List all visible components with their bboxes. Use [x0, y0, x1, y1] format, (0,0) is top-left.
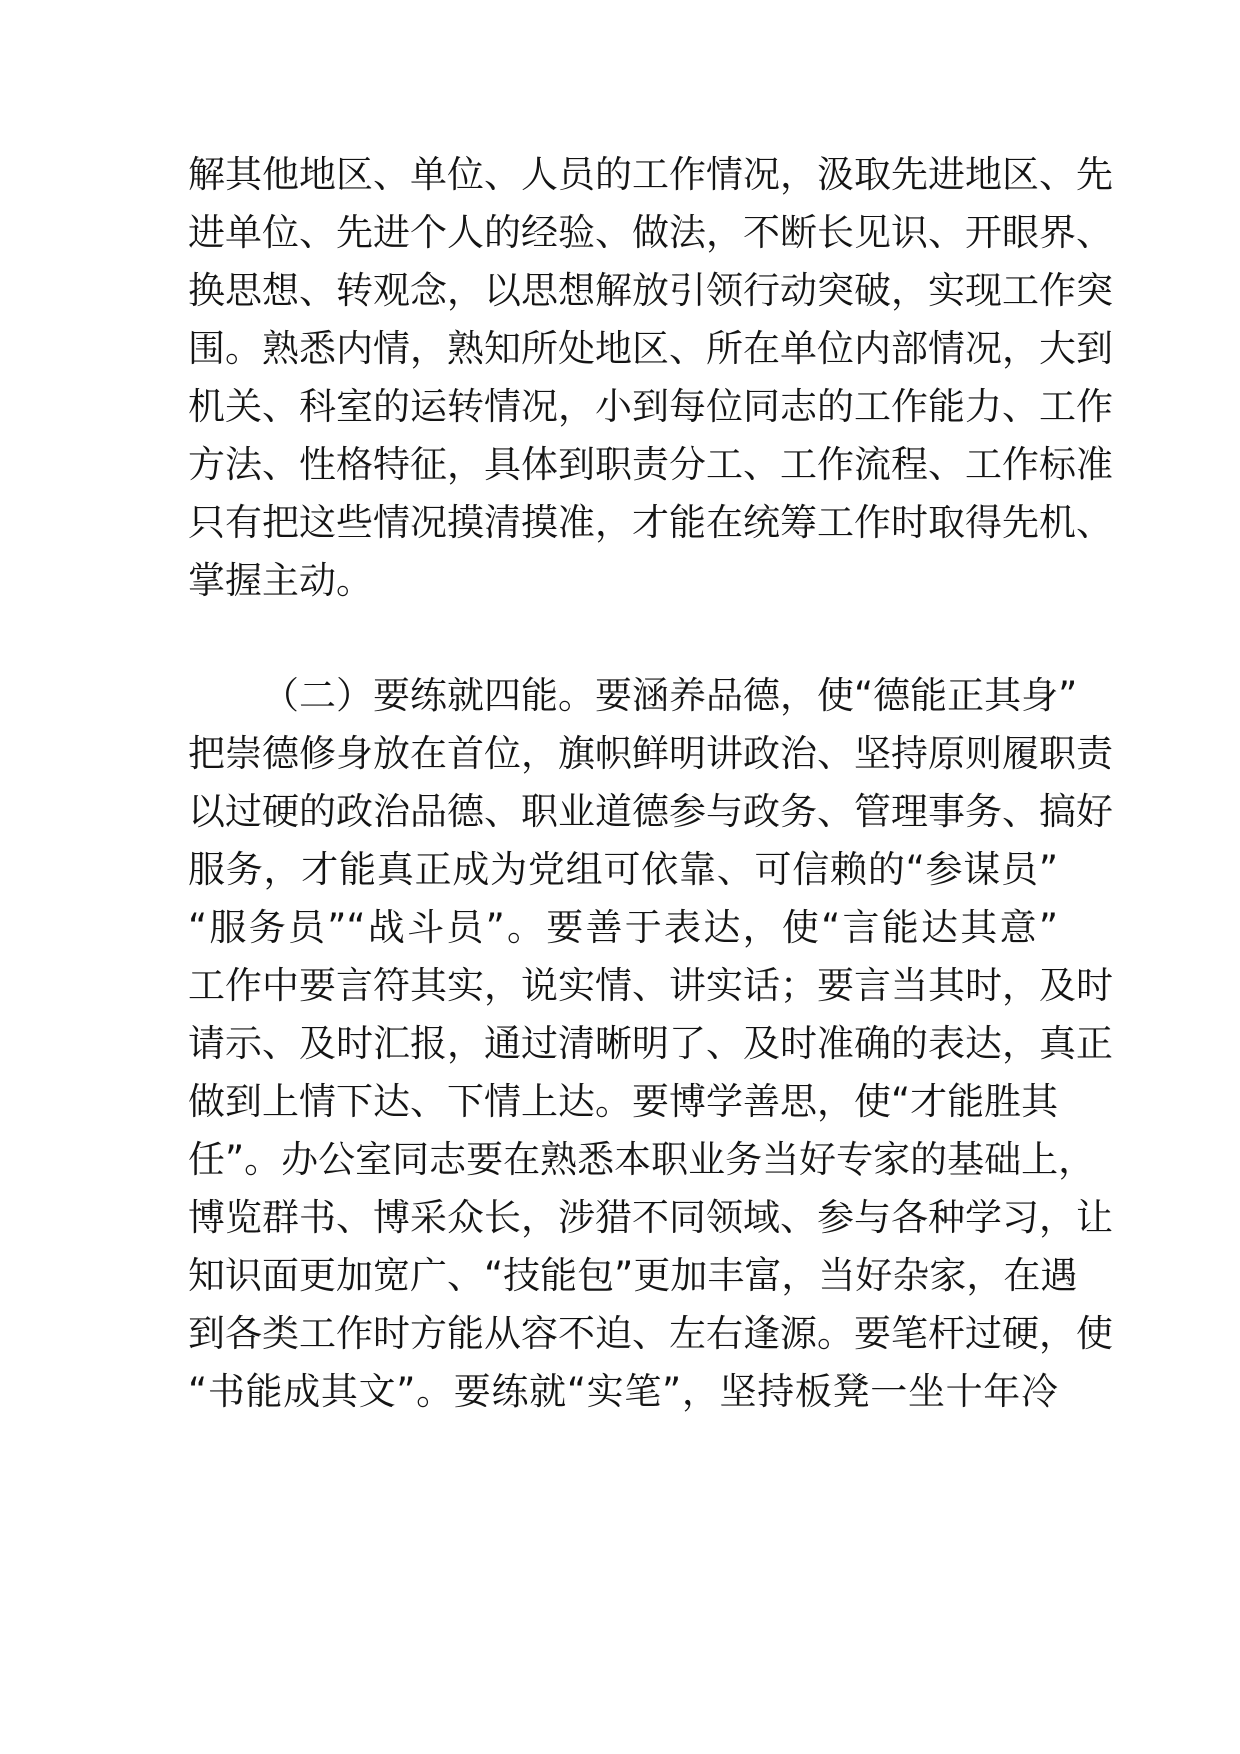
paragraph-line: 进单位、先进个人的经验、做法，不断长见识、开眼界、	[188, 211, 1113, 254]
paragraph-line: 把崇德修身放在首位，旗帜鲜明讲政治、坚持原则履职责	[188, 732, 1113, 775]
paragraph-line: 以过硬的政治品德、职业道德参与政务、管理事务、搞好	[188, 790, 1113, 833]
paragraph-line: 掌握主动。	[188, 559, 373, 602]
paragraph-line: 工作中要言符其实，说实情、讲实话；要言当其时，及时	[188, 964, 1113, 1007]
paragraph-line: “服务员”“战斗员”。要善于表达，使“言能达其意”	[188, 906, 1058, 949]
paragraph-line: 换思想、转观念，以思想解放引领行动突破，实现工作突	[188, 269, 1113, 312]
paragraph-line: 请示、及时汇报，通过清晰明了、及时准确的表达，真正	[188, 1022, 1113, 1065]
paragraph-line: 知识面更加宽广、“技能包”更加丰富，当好杂家，在遇	[188, 1254, 1078, 1297]
paragraph-line: （二）要练就四能。要涵养品德，使“德能正其身”	[262, 674, 1078, 717]
paragraph-line: 机关、科室的运转情况，小到每位同志的工作能力、工作	[188, 385, 1113, 428]
paragraph-line: 博览群书、博采众长，涉猎不同领域、参与各种学习，让	[188, 1196, 1113, 1239]
paragraph-line: 到各类工作时方能从容不迫、左右逢源。要笔杆过硬，使	[188, 1312, 1113, 1355]
paragraph-line: 任”。办公室同志要在熟悉本职业务当好专家的基础上，	[188, 1138, 1096, 1181]
paragraph-line: 做到上情下达、下情上达。要博学善思，使“才能胜其	[188, 1080, 1059, 1123]
paragraph-line: 服务，才能真正成为党组可依靠、可信赖的“参谋员”	[188, 848, 1058, 891]
paragraph-line: 方法、性格特征，具体到职责分工、工作流程、工作标准	[188, 443, 1113, 486]
paragraph-line: “书能成其文”。要练就“实笔”，坚持板凳一坐十年冷	[188, 1370, 1058, 1413]
paragraph-line: 只有把这些情况摸清摸准，才能在统筹工作时取得先机、	[188, 501, 1113, 544]
paragraph-line: 围。熟悉内情，熟知所处地区、所在单位内部情况，大到	[188, 327, 1113, 370]
paragraph-line: 解其他地区、单位、人员的工作情况，汲取先进地区、先	[188, 153, 1113, 196]
